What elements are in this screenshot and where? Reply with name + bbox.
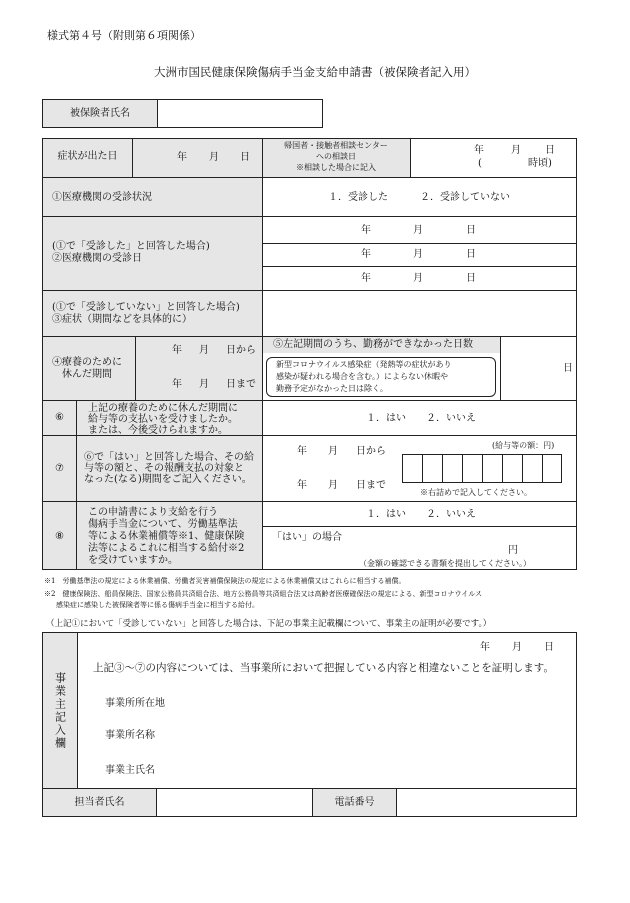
contact-label: 担当者氏名 bbox=[42, 788, 157, 817]
page-title: 大洲市国民健康保険傷病手当金支給申請書（被保険者記入用） bbox=[154, 65, 476, 79]
row2-label-1: (①で「受診した」と回答した場合) bbox=[52, 241, 210, 252]
employer-side-label: 事業主記入欄 bbox=[53, 671, 67, 750]
row1-opt2[interactable]: ２．受診していない bbox=[420, 192, 510, 203]
leave-from-year: 年 bbox=[172, 345, 182, 356]
amount-label: (給与等の額：円) bbox=[492, 441, 555, 450]
employer-statement: 上記③～⑦の内容については、当事業所において把握している内容と相違ないことを証明します。 bbox=[93, 662, 554, 674]
bracket-line-1: 新型コロナウイルス感染症（発熱等の症状があり bbox=[276, 360, 452, 369]
row7-text-3: なった(なる)期間をご記入ください。 bbox=[84, 474, 252, 485]
footnote-2a: ※2 健康保険法、船員保険法、国家公務員共済組合法、地方公務員等共済組合法又は高齢者医療確保法の規定による、新型コロナウイルス bbox=[44, 590, 483, 598]
leave-until-label: 日まで bbox=[226, 379, 256, 390]
employer-owner-label: 事業主氏名 bbox=[105, 765, 155, 776]
visit2-year: 年 bbox=[361, 249, 371, 260]
pay-from-month: 月 bbox=[328, 446, 338, 457]
center-month: 月 bbox=[511, 145, 521, 156]
row2-label-2: ②医療機関の受診日 bbox=[52, 253, 142, 264]
center-day: 日 bbox=[545, 145, 555, 156]
onset-year: 年 bbox=[177, 152, 187, 163]
center-paren: ( bbox=[478, 158, 482, 169]
row6-num: ⑥ bbox=[55, 412, 64, 423]
footnote-2b: 感染症に感染した被保険者等に係る傷病手当金に相当する給付。 bbox=[56, 601, 259, 609]
row8-num: ⑧ bbox=[55, 531, 64, 542]
onset-day: 日 bbox=[240, 152, 250, 163]
leave-until-year: 年 bbox=[172, 379, 182, 390]
leave-from-month: 月 bbox=[199, 345, 209, 356]
onset-label: 症状が出た日 bbox=[57, 151, 118, 162]
center-year: 年 bbox=[474, 145, 484, 156]
amount-note: ※右詰めで記入してください。 bbox=[420, 488, 532, 497]
row6-text-2: 給与等の支払いを受けましたか。 bbox=[88, 414, 238, 425]
form-number: 様式第４号（附則第６項関係） bbox=[47, 29, 201, 42]
row6-text-3: または、今後受けられますか。 bbox=[88, 425, 228, 436]
pay-from-year: 年 bbox=[297, 446, 307, 457]
visit3-year: 年 bbox=[361, 273, 371, 284]
row3-label-1: (①で「受診していない」と回答した場合) bbox=[52, 302, 240, 313]
row4-label-2: 休んだ期間 bbox=[62, 369, 112, 380]
row8-text-2: 傷病手当金について、労働基準法 bbox=[88, 519, 238, 530]
days-label: ⑤左記期間のうち、勤務ができなかった日数 bbox=[273, 339, 473, 350]
center-note: ※相談した場合に記入 bbox=[296, 163, 376, 172]
visit3-month: 月 bbox=[413, 273, 423, 284]
employer-name-label: 事業所名称 bbox=[105, 730, 155, 741]
row7-text-1: ⑥で「はい」と回答した場合、その給 bbox=[84, 452, 254, 463]
row1-opt1[interactable]: １．受診した bbox=[328, 192, 388, 203]
row8-text-1: この申請書により支給を行う bbox=[88, 507, 218, 518]
row7-text-2: 与等の額と、その報酬支払の対象と bbox=[84, 463, 244, 474]
row7-num: ⑦ bbox=[55, 463, 64, 474]
leave-until-month: 月 bbox=[199, 379, 209, 390]
pay-until-label: 日まで bbox=[356, 480, 386, 491]
row8-yes-case: 「はい」の場合 bbox=[272, 532, 342, 543]
pay-from-label: 日から bbox=[356, 446, 386, 457]
phone-label: 電話番号 bbox=[312, 788, 397, 817]
row8-text-3: 等による休業補償等※1、健康保険 bbox=[88, 531, 245, 542]
row8-text-5: を受けていますか。 bbox=[88, 555, 178, 566]
pay-until-year: 年 bbox=[297, 480, 307, 491]
contact-field[interactable] bbox=[156, 788, 313, 817]
center-label-2: への相談日 bbox=[316, 152, 356, 161]
insured-name-label: 被保険者氏名 bbox=[42, 99, 158, 128]
row8-yen: 円 bbox=[508, 545, 518, 556]
row4-label-1: ④療養のために bbox=[52, 357, 122, 368]
visit1-year: 年 bbox=[361, 225, 371, 236]
row3-label-2: ③症状（期間などを具体的に） bbox=[52, 314, 192, 325]
visit2-day: 日 bbox=[466, 249, 476, 260]
row8-text-4: 法等によるこれに相当する給付※2 bbox=[88, 543, 245, 554]
employer-intro: （上記①において「受診していない」と回答した場合は、下記の事業主記載欄について、事業主の証明が必要です。） bbox=[46, 619, 492, 629]
insured-name-field[interactable] bbox=[157, 99, 323, 128]
visit2-month: 月 bbox=[413, 249, 423, 260]
row8-opt1[interactable]: １．はい bbox=[366, 509, 406, 520]
bracket-line-2: 感染が疑われる場合を含む。）によらない休暇や bbox=[276, 372, 448, 381]
employer-month: 月 bbox=[512, 642, 522, 653]
employer-year: 年 bbox=[480, 642, 490, 653]
visit1-month: 月 bbox=[413, 225, 423, 236]
footnote-1: ※1 労働基準法の規定による休業補償、労働者災害補償保険法の規定による休業補償又はこれらに相当する補償。 bbox=[44, 577, 406, 585]
bracket-line-3: 勤務予定がなかった日は除く。 bbox=[276, 384, 388, 393]
leave-from-label: 日から bbox=[226, 345, 256, 356]
row6-opt1[interactable]: １．はい bbox=[366, 413, 406, 424]
center-hour: 時頃) bbox=[528, 158, 552, 169]
onset-month: 月 bbox=[209, 152, 219, 163]
row8-opt2[interactable]: ２．いいえ bbox=[426, 509, 476, 520]
row6-opt2[interactable]: ２．いいえ bbox=[426, 413, 476, 424]
center-label-1: 帰国者・接触者相談センター bbox=[284, 141, 388, 150]
pay-until-month: 月 bbox=[328, 480, 338, 491]
visit3-day: 日 bbox=[466, 273, 476, 284]
row6-text-1: 上記の療養のために休んだ期間に bbox=[88, 403, 238, 414]
row1-label: ①医療機関の受診状況 bbox=[52, 192, 152, 203]
phone-field[interactable] bbox=[396, 788, 577, 817]
employer-day: 日 bbox=[544, 642, 554, 653]
visit1-day: 日 bbox=[466, 225, 476, 236]
employer-address-label: 事業所所在地 bbox=[105, 698, 165, 709]
row8-note: （金額の確認できる書類を提出してください。） bbox=[359, 559, 531, 568]
days-unit: 日 bbox=[563, 363, 573, 374]
